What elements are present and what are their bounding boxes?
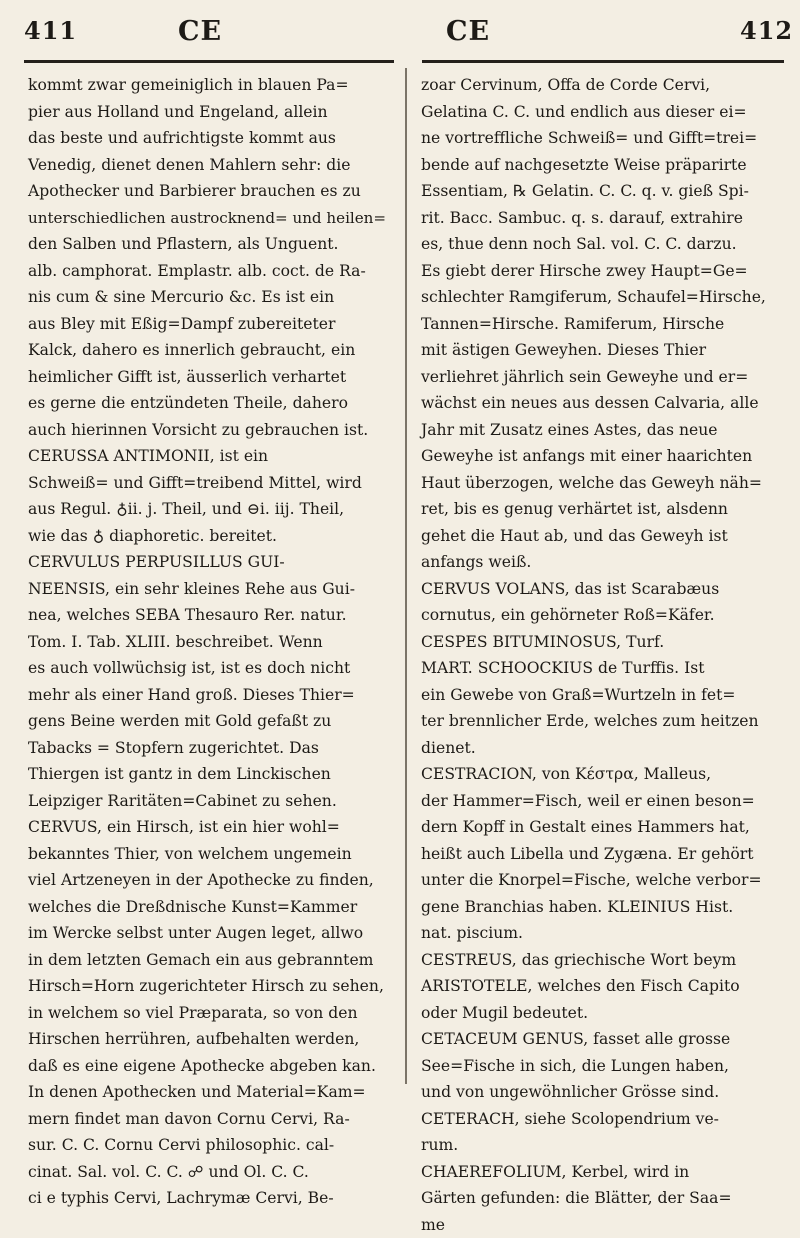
text-line: im Wercke selbst unter Augen leget, allwo — [28, 920, 390, 947]
text-line: rum. — [421, 1132, 783, 1159]
text-line: ne vortreffliche Schweiß= und Gifft=trei= — [421, 125, 783, 152]
text-line: In denen Apothecken und Material=Kam= — [28, 1079, 390, 1106]
text-line: ARISTOTELE, welches den Fisch Capito — [421, 973, 783, 1000]
text-line: Schweiß= und Gifft=treibend Mittel, wird — [28, 470, 390, 497]
text-line: anfangs weiß. — [421, 549, 783, 576]
text-line: aus Regul. ♁ii. j. Theil, und ⊖i. iij. Theil, — [28, 496, 390, 523]
text-line: See=Fische in sich, die Lungen haben, — [421, 1053, 783, 1080]
text-line: gene Branchias haben. KLEINIUS Hist. — [421, 894, 783, 921]
text-line: Gelatina C. C. und endlich aus dieser ei= — [421, 99, 783, 126]
text-line: cornutus, ein gehörneter Roß=Käfer. — [421, 602, 783, 629]
text-line: Tabacks = Stopfern zugerichtet. Das — [28, 735, 390, 762]
text-line: rit. Bacc. Sambuc. q. s. darauf, extrahire — [421, 205, 783, 232]
text-line: heißt auch Libella und Zygæna. Er gehört — [421, 841, 783, 868]
text-line: pier aus Holland und Engeland, allein — [28, 99, 390, 126]
column-divider — [405, 68, 407, 1084]
text-line: oder Mugil bedeutet. — [421, 1000, 783, 1027]
headword-right: CE — [446, 16, 490, 47]
text-line: aus Bley mit Eßig=Dampf zubereiteter — [28, 311, 390, 338]
page-number-right: 412 — [740, 16, 793, 45]
header-rule-left — [24, 60, 394, 63]
right-column — [421, 72, 783, 1238]
text-line: CETACEUM GENUS, fasset alle grosse — [421, 1026, 783, 1053]
text-line: unterschiedlichen austrocknend= und heilen= — [28, 205, 390, 232]
text-line: nat. piscium. — [421, 920, 783, 947]
text-line: verliehret jährlich sein Geweyhe und er= — [421, 364, 783, 391]
text-line: zoar Cervinum, Offa de Corde Cervi, — [421, 72, 783, 99]
running-header — [0, 0, 800, 62]
text-line: NEENSIS, ein sehr kleines Rehe aus Gui- — [28, 576, 390, 603]
text-line: daß es eine eigene Apothecke abgeben kan. — [28, 1053, 390, 1080]
text-line: mehr als einer Hand groß. Dieses Thier= — [28, 682, 390, 709]
text-line: schlechter Ramgiferum, Schaufel=Hirsche, — [421, 284, 783, 311]
text-line: Gärten gefunden: die Blätter, der Saa= — [421, 1185, 783, 1212]
text-line: gehet die Haut ab, und das Geweyh ist — [421, 523, 783, 550]
text-line: ter brennlicher Erde, welches zum heitzen — [421, 708, 783, 735]
text-line: Leipziger Raritäten=Cabinet zu sehen. — [28, 788, 390, 815]
text-line: me — [421, 1212, 783, 1238]
headword-left: CE — [178, 16, 222, 47]
text-line: wächst ein neues aus dessen Calvaria, alle — [421, 390, 783, 417]
text-line: gens Beine werden mit Gold gefaßt zu — [28, 708, 390, 735]
text-line: CESTRACION, von Κέστρα, Malleus, — [421, 761, 783, 788]
text-line: Essentiam, ℞ Gelatin. C. C. q. v. gieß Spi- — [421, 178, 783, 205]
text-line: bekanntes Thier, von welchem ungemein — [28, 841, 390, 868]
text-line: Tom. I. Tab. XLIII. beschreibet. Wenn — [28, 629, 390, 656]
text-line: es gerne die entzündeten Theile, dahero — [28, 390, 390, 417]
text-line: Kalck, dahero es innerlich gebraucht, ein — [28, 337, 390, 364]
text-line: nea, welches SEBA Thesauro Rer. natur. — [28, 602, 390, 629]
text-line: Venedig, dienet denen Mahlern sehr: die — [28, 152, 390, 179]
text-line: ret, bis es genug verhärtet ist, alsdenn — [421, 496, 783, 523]
text-line: mern findet man davon Cornu Cervi, Ra- — [28, 1106, 390, 1133]
text-line: sur. C. C. Cornu Cervi philosophic. cal- — [28, 1132, 390, 1159]
header-rule-right — [422, 60, 784, 63]
text-line: dern Kopff in Gestalt eines Hammers hat, — [421, 814, 783, 841]
text-line: Apothecker und Barbierer brauchen es zu — [28, 178, 390, 205]
text-line: CERVUS VOLANS, das ist Scarabæus — [421, 576, 783, 603]
text-line: MART. SCHOOCKIUS de Turffis. Ist — [421, 655, 783, 682]
text-line: CERVULUS PERPUSILLUS GUI- — [28, 549, 390, 576]
text-line: dienet. — [421, 735, 783, 762]
text-line: welches die Dreßdnische Kunst=Kammer — [28, 894, 390, 921]
text-line: Tannen=Hirsche. Ramiferum, Hirsche — [421, 311, 783, 338]
text-line: cinat. Sal. vol. C. C. ☍ und Ol. C. C. — [28, 1159, 390, 1186]
text-line: alb. camphorat. Emplastr. alb. coct. de Ra- — [28, 258, 390, 285]
text-line: in dem letzten Gemach ein aus gebranntem — [28, 947, 390, 974]
text-line: ein Gewebe von Graß=Wurtzeln in fet= — [421, 682, 783, 709]
text-line: Hirschen herrühren, aufbehalten werden, — [28, 1026, 390, 1053]
page-number-left: 411 — [24, 16, 77, 45]
text-line: CESPES BITUMINOSUS, Turf. — [421, 629, 783, 656]
text-line: unter die Knorpel=Fische, welche verbor= — [421, 867, 783, 894]
text-line: Geweyhe ist anfangs mit einer haarichten — [421, 443, 783, 470]
text-line: CHAEREFOLIUM, Kerbel, wird in — [421, 1159, 783, 1186]
text-line: Hirsch=Horn zugerichteter Hirsch zu sehen, — [28, 973, 390, 1000]
text-line: es, thue denn noch Sal. vol. C. C. darzu. — [421, 231, 783, 258]
text-line: Thiergen ist gantz in dem Linckischen — [28, 761, 390, 788]
text-line: es auch vollwüchsig ist, ist es doch nicht — [28, 655, 390, 682]
left-column — [28, 72, 390, 1212]
text-line: Jahr mit Zusatz eines Astes, das neue — [421, 417, 783, 444]
text-line: und von ungewöhnlicher Grösse sind. — [421, 1079, 783, 1106]
text-line: der Hammer=Fisch, weil er einen beson= — [421, 788, 783, 815]
text-line: Es giebt derer Hirsche zwey Haupt=Ge= — [421, 258, 783, 285]
text-line: auch hierinnen Vorsicht zu gebrauchen ist. — [28, 417, 390, 444]
text-line: CERUSSA ANTIMONII, ist ein — [28, 443, 390, 470]
text-line: ci e typhis Cervi, Lachrymæ Cervi, Be- — [28, 1185, 390, 1212]
text-line: das beste und aufrichtigste kommt aus — [28, 125, 390, 152]
text-line: mit ästigen Geweyhen. Dieses Thier — [421, 337, 783, 364]
text-line: den Salben und Pflastern, als Unguent. — [28, 231, 390, 258]
text-line: viel Artzeneyen in der Apothecke zu finden, — [28, 867, 390, 894]
text-line: heimlicher Gifft ist, äusserlich verhartet — [28, 364, 390, 391]
text-line: CESTREUS, das griechische Wort beym — [421, 947, 783, 974]
text-line: CERVUS, ein Hirsch, ist ein hier wohl= — [28, 814, 390, 841]
text-line: CETERACH, siehe Scolopendrium ve- — [421, 1106, 783, 1133]
text-line: wie das ♁ diaphoretic. bereitet. — [28, 523, 390, 550]
text-line: in welchem so viel Præparata, so von den — [28, 1000, 390, 1027]
text-line: kommt zwar gemeiniglich in blauen Pa= — [28, 72, 390, 99]
text-line: Haut überzogen, welche das Geweyh näh= — [421, 470, 783, 497]
text-line: bende auf nachgesetzte Weise präparirte — [421, 152, 783, 179]
text-line: nis cum & sine Mercurio &c. Es ist ein — [28, 284, 390, 311]
